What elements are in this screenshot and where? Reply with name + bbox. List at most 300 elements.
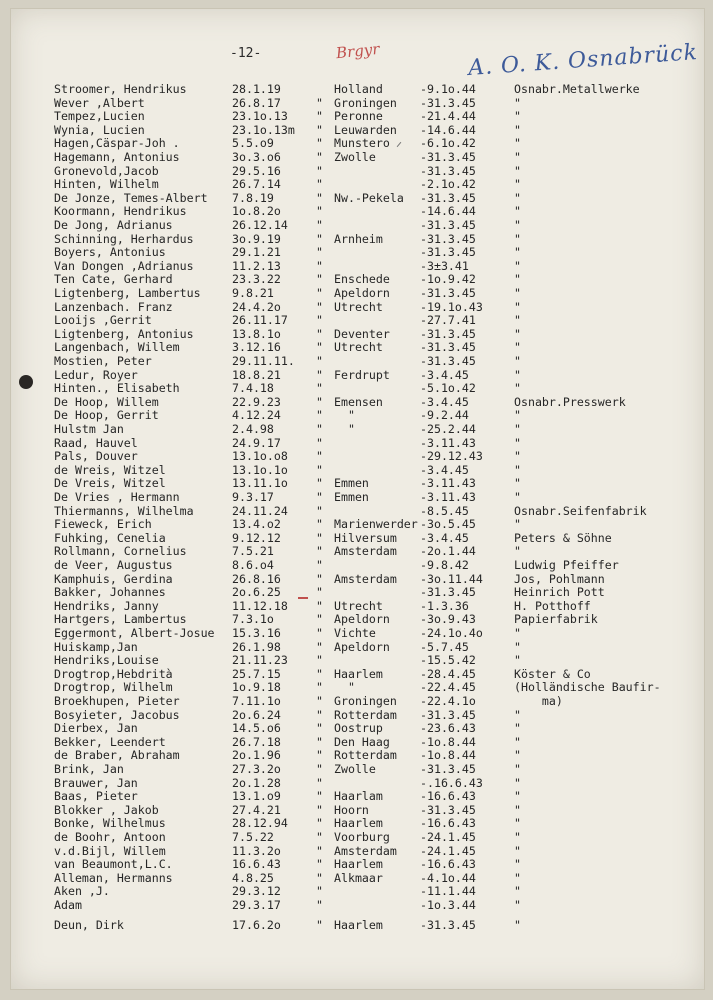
list-row <box>0 544 713 558</box>
row-q: " <box>316 122 323 137</box>
row-dob: 3.12.16 <box>232 340 281 355</box>
row-name: De Vreis, Witzel <box>54 476 166 491</box>
list-row <box>0 531 713 545</box>
row-q: " <box>316 394 323 409</box>
row-place: Munstero <box>334 136 390 151</box>
row-end: -31.3.45 <box>420 218 476 232</box>
list-row <box>0 857 713 871</box>
row-employer: Heinrich Pott <box>514 585 605 600</box>
row-name: De Jong, Adrianus <box>54 218 173 232</box>
row-q: " <box>316 354 323 368</box>
row-place: Zwolle <box>334 762 376 776</box>
list-row <box>0 327 713 341</box>
list-row <box>0 626 713 640</box>
row-dob: 11.2.13 <box>232 258 281 273</box>
row-employer: Osnabr.Seifenfabrik <box>514 503 647 518</box>
row-name: Hendriks, Janny <box>54 598 159 613</box>
row-name: Alleman, Hermanns <box>54 870 173 885</box>
row-employer: " <box>514 204 521 219</box>
row-name: Bosyieter, Jacobus <box>54 707 180 722</box>
row-name: de Braber, Abraham <box>54 748 180 763</box>
row-dob: 13.11.1o <box>232 476 288 491</box>
list-row <box>0 395 713 409</box>
row-employer: " <box>514 231 521 246</box>
list-row <box>0 572 713 586</box>
row-end: -3.4.45 <box>420 530 469 545</box>
row-employer: " <box>514 449 521 464</box>
row-end: -3.11.43 <box>420 490 476 504</box>
row-end: -1o.8.44 <box>420 734 476 749</box>
row-q: " <box>316 150 323 164</box>
row-q: " <box>316 694 323 708</box>
row-q: " <box>316 544 323 559</box>
row-name: de Veer, Augustus <box>54 558 173 572</box>
row-q: " <box>316 408 323 423</box>
row-q: " <box>316 313 323 328</box>
list-row <box>0 694 713 708</box>
list-row <box>0 340 713 354</box>
row-end: -9.2.44 <box>420 408 469 423</box>
row-dob: 13.4.o2 <box>232 517 281 532</box>
row-end: -29.12.43 <box>420 449 483 464</box>
row-employer: " <box>514 653 521 668</box>
row-name: Blokker , Jakob <box>54 802 159 817</box>
row-dob: 18.8.21 <box>232 367 281 382</box>
row-place: Haarlam <box>334 789 383 804</box>
row-dob: 2.4.98 <box>232 422 274 436</box>
row-end: -11.1.44 <box>420 884 476 899</box>
row-place: Alkmaar <box>334 870 383 885</box>
row-place: Zwolle <box>334 150 376 164</box>
row-name: Ten Cate, Gerhard <box>54 272 173 287</box>
list-row <box>0 748 713 762</box>
row-end: -16.6.43 <box>420 857 476 872</box>
row-place: Amsterdam <box>334 544 397 559</box>
row-place: Haarlem <box>334 857 383 872</box>
row-end: -22.4.45 <box>420 680 476 695</box>
row-employer: " <box>514 490 521 504</box>
row-employer: " <box>514 476 521 491</box>
list-row <box>0 558 713 572</box>
row-dob: 3o.9.19 <box>232 231 281 246</box>
row-employer: Osnabr.Presswerk <box>514 394 626 409</box>
row-name: Hagen,Cäspar-Joh . <box>54 136 180 151</box>
row-end: -31.3.45 <box>420 150 476 164</box>
row-dob: 3o.3.o6 <box>232 150 281 164</box>
row-dob: 23.1o.13 <box>232 109 288 124</box>
row-employer: " <box>514 422 521 436</box>
row-employer: " <box>514 340 521 355</box>
row-end: -3o.9.43 <box>420 612 476 627</box>
row-employer: " <box>514 898 521 912</box>
row-end: -1o.8.44 <box>420 748 476 763</box>
row-name: v.d.Bijl, Willem <box>54 843 166 858</box>
row-place: Peronne <box>334 109 383 124</box>
row-name: Adam <box>54 898 82 912</box>
row-name: Dierbex, Jan <box>54 721 138 736</box>
row-place: Holland <box>334 82 383 96</box>
row-q: " <box>316 109 323 124</box>
row-name: De Hoop, Gerrit <box>54 408 159 423</box>
row-dob: 15.3.16 <box>232 626 281 640</box>
row-employer: " <box>514 816 521 831</box>
row-q: " <box>316 843 323 858</box>
row-end: -31.3.45 <box>420 340 476 355</box>
list-row <box>0 381 713 395</box>
row-q: " <box>316 326 323 341</box>
row-place: Emensen <box>334 394 383 409</box>
row-employer: " <box>514 367 521 382</box>
row-place: Rotterdam <box>334 707 397 722</box>
blue-handwritten-annotation: A. O. K. Osnabrück <box>467 40 699 81</box>
row-q: " <box>316 530 323 545</box>
row-name: Looijs ,Gerrit <box>54 313 152 328</box>
list-row <box>0 150 713 164</box>
row-q: " <box>316 340 323 355</box>
row-name: Rollmann, Cornelius <box>54 544 187 559</box>
row-end: -9.8.42 <box>420 558 469 572</box>
row-employer: (Holländische Baufir- <box>514 680 661 695</box>
row-dob: 14.5.o6 <box>232 721 281 736</box>
row-place: Hoorn <box>334 802 369 817</box>
row-dob: 2o.6.25 <box>232 585 281 600</box>
row-end: -23.6.43 <box>420 721 476 736</box>
row-dob: 28.12.94 <box>232 816 288 831</box>
row-name: Tempez,Lucien <box>54 109 145 124</box>
row-place: Oostrup <box>334 721 383 736</box>
list-row <box>0 123 713 137</box>
row-dob: 2o.1.96 <box>232 748 281 763</box>
row-name: Gronevold,Jacob <box>54 163 159 178</box>
row-employer: " <box>514 775 521 790</box>
list-row <box>0 585 713 599</box>
row-dob: 27.3.2o <box>232 762 281 776</box>
row-employer: " <box>514 707 521 722</box>
row-q: " <box>316 721 323 736</box>
list-row <box>0 680 713 694</box>
row-place: Utrecht <box>334 340 383 355</box>
row-employer: Köster & Co <box>514 666 591 681</box>
row-place: Utrecht <box>334 299 383 314</box>
row-employer: " <box>514 802 521 817</box>
row-place: Arnheim <box>334 231 383 246</box>
row-employer: " <box>514 95 521 110</box>
row-name: de Boohr, Antoon <box>54 830 166 844</box>
row-q: " <box>316 258 323 273</box>
row-end: -2.1o.42 <box>420 177 476 192</box>
row-employer: " <box>514 245 521 260</box>
row-end: -27.7.41 <box>420 313 476 328</box>
row-employer: " <box>514 109 521 124</box>
row-dob: 2o.1.28 <box>232 775 281 790</box>
row-q: " <box>316 870 323 885</box>
row-end: -21.4.44 <box>420 109 476 124</box>
row-q: " <box>316 449 323 464</box>
row-employer: " <box>514 917 521 932</box>
row-employer: Ludwig Pfeiffer <box>514 558 619 572</box>
list-row <box>0 408 713 422</box>
row-q: " <box>316 830 323 844</box>
row-name: Fuhking, Cenelia <box>54 530 166 545</box>
row-employer: " <box>514 326 521 341</box>
row-dob: 26.11.17 <box>232 313 288 328</box>
row-dob: 24.4.2o <box>232 299 281 314</box>
row-employer: " <box>514 857 521 872</box>
list-row <box>0 871 713 885</box>
row-end: -14.6.44 <box>420 122 476 137</box>
row-q: " <box>316 762 323 776</box>
row-name: Stroomer, Hendrikus <box>54 82 187 96</box>
row-dob: 29.3.12 <box>232 884 281 899</box>
row-name: Bakker, Johannes <box>54 585 166 600</box>
row-employer: " <box>514 177 521 192</box>
row-end: -31.3.45 <box>420 190 476 205</box>
row-place: " <box>334 408 355 423</box>
row-employer: " <box>514 762 521 776</box>
list-row <box>0 354 713 368</box>
row-name: Boyers, Antonius <box>54 245 166 260</box>
row-dob: 26.8.17 <box>232 95 281 110</box>
row-end: -4.1o.44 <box>420 870 476 885</box>
row-employer: " <box>514 272 521 287</box>
row-q: " <box>316 789 323 804</box>
row-end: -31.3.45 <box>420 354 476 368</box>
red-handwritten-annotation: Brgyr <box>335 39 381 63</box>
row-q: " <box>316 218 323 232</box>
row-dob: 28.1.19 <box>232 82 281 96</box>
row-dob: 5.5.o9 <box>232 136 274 151</box>
row-employer: " <box>514 218 521 232</box>
row-end: -31.3.45 <box>420 245 476 260</box>
list-row <box>0 136 713 150</box>
row-end: -31.3.45 <box>420 707 476 722</box>
row-q: " <box>316 163 323 178</box>
page-number: -12- <box>230 46 262 61</box>
row-employer: " <box>514 462 521 477</box>
row-employer: " <box>514 748 521 763</box>
row-q: " <box>316 517 323 532</box>
row-employer: " <box>514 734 521 749</box>
row-name: van Beaumont,L.C. <box>54 857 173 872</box>
row-employer: Peters & Söhne <box>514 530 612 545</box>
row-name: Baas, Pieter <box>54 789 138 804</box>
row-name: Thiermanns, Wilhelma <box>54 503 194 518</box>
row-dob: 1o.9.18 <box>232 680 281 695</box>
list-row <box>0 218 713 232</box>
row-dob: 11.12.18 <box>232 598 288 613</box>
row-employer: ma) <box>514 694 563 708</box>
row-dob: 26.8.16 <box>232 571 281 586</box>
row-place: Marienwerder <box>334 517 418 532</box>
row-q: " <box>316 422 323 436</box>
row-name: Hartgers, Lambertus <box>54 612 187 627</box>
row-end: -31.3.45 <box>420 326 476 341</box>
row-name: Drogtrop, Wilhelm <box>54 680 173 695</box>
row-end: -.16.6.43 <box>420 775 483 790</box>
row-employer: " <box>514 381 521 396</box>
list-row <box>0 368 713 382</box>
row-place: Deventer <box>334 326 390 341</box>
row-dob: 29.3.17 <box>232 898 281 912</box>
list-row <box>0 463 713 477</box>
row-employer: " <box>514 544 521 559</box>
row-end: -31.3.45 <box>420 163 476 178</box>
row-q: " <box>316 272 323 287</box>
row-dob: 21.11.23 <box>232 653 288 668</box>
list-row <box>0 776 713 790</box>
row-dob: 24.9.17 <box>232 435 281 450</box>
row-q: " <box>316 204 323 219</box>
row-dob: 26.12.14 <box>232 218 288 232</box>
row-dob: 7.11.1o <box>232 694 281 708</box>
row-employer: H. Potthoff <box>514 598 591 613</box>
row-place: Emmen <box>334 490 369 504</box>
row-dob: 9.3.17 <box>232 490 274 504</box>
row-employer: " <box>514 408 521 423</box>
list-row <box>0 898 713 912</box>
row-place: " <box>334 422 355 436</box>
row-name: Ligtenberg, Lambertus <box>54 286 201 300</box>
row-name: Hendriks,Louise <box>54 653 159 668</box>
row-end: -31.3.45 <box>420 802 476 817</box>
row-dob: 24.11.24 <box>232 503 288 518</box>
row-name: Aken ,J. <box>54 884 110 899</box>
row-end: -25.2.44 <box>420 422 476 436</box>
list-row <box>0 490 713 504</box>
row-name: Hagemann, Antonius <box>54 150 180 164</box>
row-dob: 8.6.o4 <box>232 558 274 572</box>
row-end: -3.4.45 <box>420 367 469 382</box>
row-name: Schinning, Herhardus <box>54 231 194 246</box>
row-dob: 29.5.16 <box>232 163 281 178</box>
list-row <box>0 436 713 450</box>
row-end: -31.3.45 <box>420 95 476 110</box>
row-employer: Osnabr.Metallwerke <box>514 82 640 96</box>
row-employer: " <box>514 435 521 450</box>
row-dob: 16.6.43 <box>232 857 281 872</box>
list-row <box>0 803 713 817</box>
row-place: Den Haag <box>334 734 390 749</box>
row-place: Nw.-Pekela <box>334 190 404 205</box>
row-name: Koormann, Hendrikus <box>54 204 187 219</box>
row-place: Utrecht <box>334 598 383 613</box>
row-q: " <box>316 136 323 151</box>
row-name: Huiskamp,Jan <box>54 639 138 654</box>
row-place: Emmen <box>334 476 369 491</box>
row-dob: 25.7.15 <box>232 666 281 681</box>
row-end: -1.3.36 <box>420 598 469 613</box>
row-employer: " <box>514 299 521 314</box>
row-end: -5.7.45 <box>420 639 469 654</box>
list-row <box>0 918 713 932</box>
row-end: -3.4.45 <box>420 394 469 409</box>
row-q: " <box>316 612 323 627</box>
row-dob: 23.3.22 <box>232 272 281 287</box>
row-end: -31.3.45 <box>420 286 476 300</box>
list-row <box>0 789 713 803</box>
row-employer: " <box>514 884 521 899</box>
row-name: Langenbach, Willem <box>54 340 180 355</box>
row-name: Wever ,Albert <box>54 95 145 110</box>
row-name: De Vries , Hermann <box>54 490 180 504</box>
row-employer: " <box>514 870 521 885</box>
list-row <box>0 422 713 436</box>
row-place: Voorburg <box>334 830 390 844</box>
list-row <box>0 504 713 518</box>
row-employer: " <box>514 626 521 640</box>
row-q: " <box>316 857 323 872</box>
row-place: Leuwarden <box>334 122 397 137</box>
row-employer: " <box>514 843 521 858</box>
list-row <box>0 82 713 96</box>
row-end: -31.3.45 <box>420 762 476 776</box>
row-place: Amsterdam <box>334 571 397 586</box>
row-employer: " <box>514 163 521 178</box>
list-row <box>0 109 713 123</box>
row-dob: 4.8.25 <box>232 870 274 885</box>
row-end: -19.1o.43 <box>420 299 483 314</box>
row-q: " <box>316 231 323 246</box>
row-dob: 27.4.21 <box>232 802 281 817</box>
row-place: Haarlem <box>334 816 383 831</box>
row-employer: " <box>514 122 521 137</box>
list-row <box>0 830 713 844</box>
row-end: -2o.1.44 <box>420 544 476 559</box>
row-place: Vichte <box>334 626 376 640</box>
row-name: Ligtenberg, Antonius <box>54 326 194 341</box>
list-row <box>0 599 713 613</box>
row-employer: " <box>514 789 521 804</box>
row-q: " <box>316 476 323 491</box>
row-q: " <box>316 435 323 450</box>
row-end: -22.4.1o <box>420 694 476 708</box>
row-end: -3.11.43 <box>420 476 476 491</box>
row-place: Ferdrupt <box>334 367 390 382</box>
row-place: Groningen <box>334 95 397 110</box>
row-dob: 9.12.12 <box>232 530 281 545</box>
row-dob: 2o.6.24 <box>232 707 281 722</box>
row-end: -28.4.45 <box>420 666 476 681</box>
row-dob: 7.4.18 <box>232 381 274 396</box>
list-row <box>0 286 713 300</box>
row-q: " <box>316 558 323 572</box>
row-dob: 17.6.2o <box>232 917 281 932</box>
row-employer: " <box>514 286 521 300</box>
row-place: Rotterdam <box>334 748 397 763</box>
row-name: Hinten., Elisabeth <box>54 381 180 396</box>
row-q: " <box>316 571 323 586</box>
row-employer: Jos, Pohlmann <box>514 571 605 586</box>
row-employer: " <box>514 721 521 736</box>
row-place: Enschede <box>334 272 390 287</box>
row-q: " <box>316 666 323 681</box>
row-employer: Papierfabrik <box>514 612 598 627</box>
list-row <box>0 232 713 246</box>
row-q: " <box>316 490 323 504</box>
row-q: " <box>316 802 323 817</box>
row-end: -14.6.44 <box>420 204 476 219</box>
row-dob: 22.9.23 <box>232 394 281 409</box>
row-dob: 13.1o.o8 <box>232 449 288 464</box>
row-name: De Hoop, Willem <box>54 394 159 409</box>
row-dob: 26.1.98 <box>232 639 281 654</box>
list-row <box>0 313 713 327</box>
row-name: Raad, Hauvel <box>54 435 138 450</box>
row-dob: 13.8.1o <box>232 326 281 341</box>
list-row <box>0 816 713 830</box>
row-place: Haarlem <box>334 666 383 681</box>
row-dob: 7.3.1o <box>232 612 274 627</box>
